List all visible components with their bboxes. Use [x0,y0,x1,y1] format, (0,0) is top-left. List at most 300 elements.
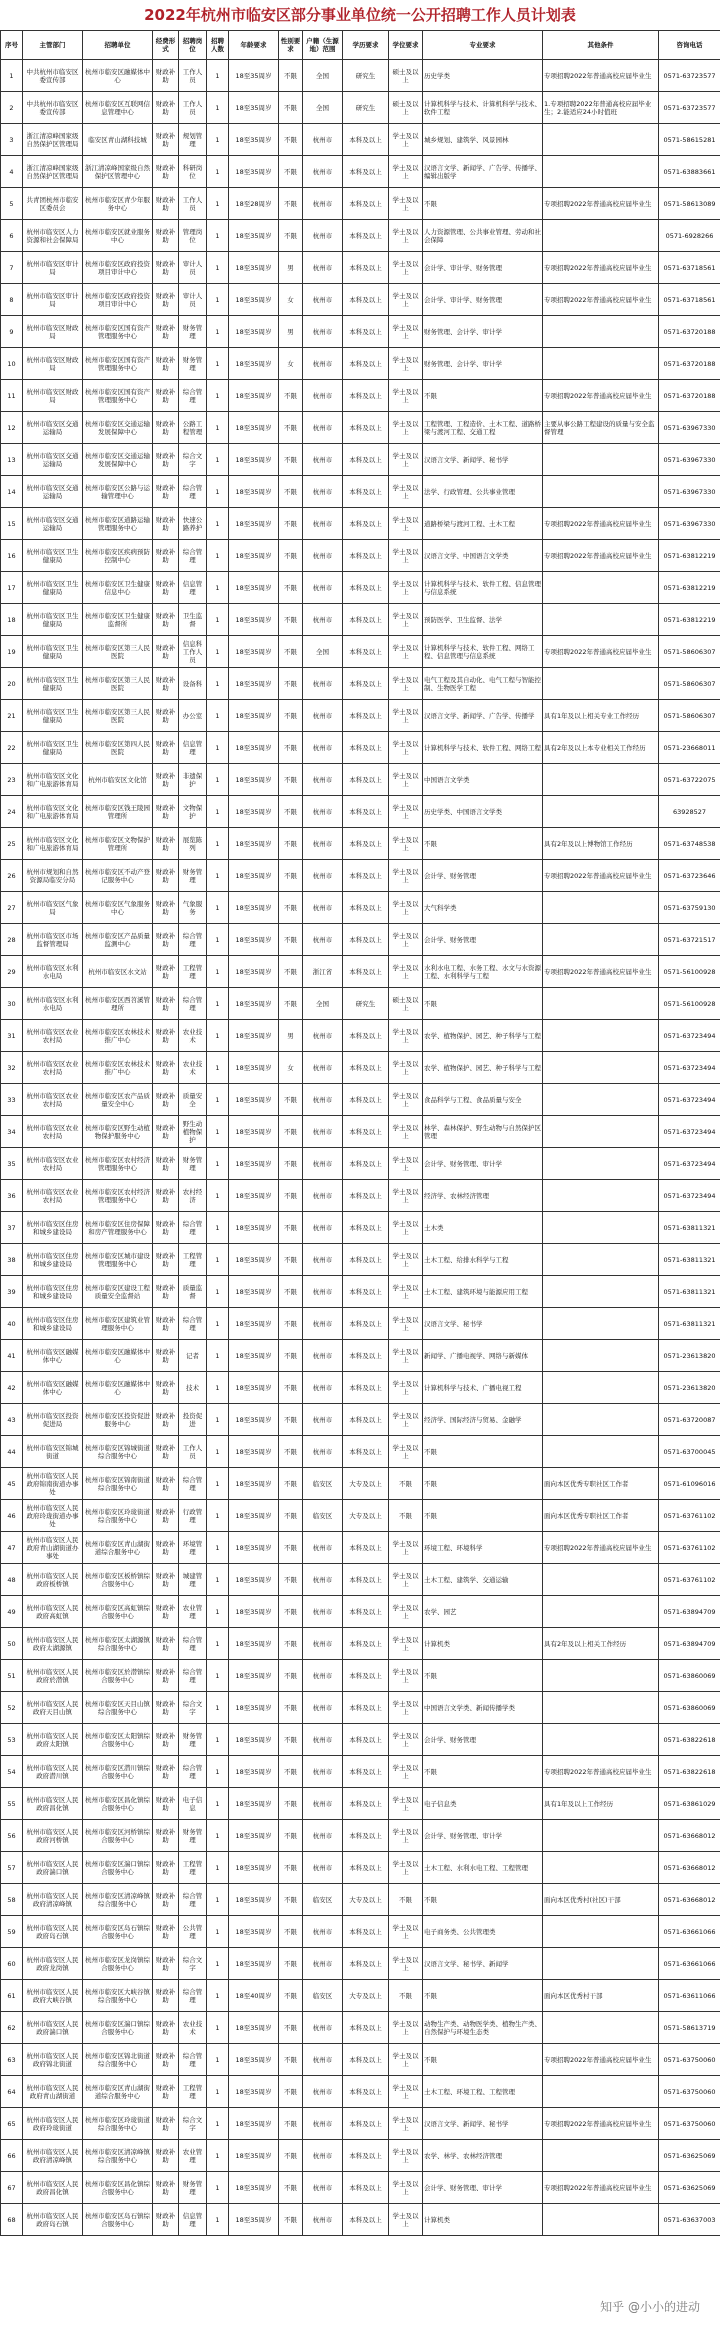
table-cell: 0571-61096016 [659,1468,720,1500]
table-cell: 财务管理 [179,348,207,380]
table-cell: 研究生 [343,988,389,1020]
table-cell: 杭州市临安区人民政府锦北街道 [23,2044,83,2076]
table-cell: 不限 [279,1788,303,1820]
table-cell: 土木工程、建筑环境与能源应用工程 [423,1276,543,1308]
table-cell: 不限 [389,1884,423,1916]
table-cell: 1 [207,2172,229,2204]
table-cell: 杭州市 [303,252,343,284]
table-cell: 浙江清凉峰国家级自然保护区管理中心 [83,156,153,188]
table-cell: 杭州市 [303,796,343,828]
table-cell: 学士及以上 [389,636,423,668]
table-cell: 杭州市临安区玲珑街道综合服务中心 [83,1500,153,1532]
table-cell: 杭州市 [303,1244,343,1276]
table-cell: 财政补助 [153,1436,179,1468]
header-cell: 招聘单位 [83,31,153,60]
table-cell: 综合管理 [179,1980,207,2012]
table-cell: 本科及以上 [343,1276,389,1308]
table-cell: 不限 [279,1692,303,1724]
table-cell: 杭州市 [303,572,343,604]
table-cell: 杭州市临安区政府投资项目审计中心 [83,252,153,284]
table-cell: 不限 [279,1372,303,1404]
table-cell: 1 [207,252,229,284]
table-row [1,1980,720,2012]
table-cell: 18 [1,604,23,636]
table-cell: 本科及以上 [343,476,389,508]
table-cell [543,316,659,348]
table-cell: 综合文字 [179,1948,207,1980]
table-cell: 1 [207,1852,229,1884]
table-cell: 临安区 [303,1980,343,2012]
table-cell: 不限 [279,2076,303,2108]
table-cell: 杭州市临安区互联网信息管理中心 [83,92,153,124]
table-cell: 学士及以上 [389,764,423,796]
header-cell: 主管部门 [23,31,83,60]
table-cell: 浙江省 [303,956,343,988]
table-cell: 1 [207,2204,229,2236]
table-row [1,636,720,668]
table-cell [543,1820,659,1852]
table-cell: 不限 [279,156,303,188]
table-cell: 临安区 [303,1500,343,1532]
table-row [1,1564,720,1596]
table-row [1,1756,720,1788]
table-cell: 0571-63723494 [659,1052,720,1084]
table-cell: 18至35周岁 [229,796,279,828]
table-cell: 浙江清凉峰国家级自然保护区管理局 [23,124,83,156]
table-cell: 土木类 [423,1212,543,1244]
table-cell: 杭州市 [303,1724,343,1756]
table-row [1,156,720,188]
table-cell: 计算机科学与技术、软件工程、信息管理与信息系统 [423,572,543,604]
table-cell: 不限 [279,572,303,604]
table-cell: 不限 [423,1468,543,1500]
table-cell: 学士及以上 [389,828,423,860]
table-cell: 杭州市临安区太阳镇综合服务中心 [83,1724,153,1756]
table-cell [543,1660,659,1692]
table-cell: 54 [1,1756,23,1788]
table-cell: 35 [1,1148,23,1180]
table-cell: 环境工程、环境科学 [423,1532,543,1564]
table-cell: 学士及以上 [389,1948,423,1980]
table-cell: 18至35周岁 [229,1148,279,1180]
table-cell: 杭州市临安区锦北街道综合服务中心 [83,2044,153,2076]
table-cell: 0571-63812219 [659,604,720,636]
table-cell: 杭州市临安区农业农村局 [23,1084,83,1116]
table-row [1,508,720,540]
table-cell: 13 [1,444,23,476]
table-cell: 不限 [279,988,303,1020]
table-cell: 会计学、财务管理、审计学 [423,1148,543,1180]
table-cell: 学士及以上 [389,540,423,572]
table-cell: 综合管理 [179,380,207,412]
table-cell: 杭州市临安区人民政府青山湖街道 [23,2076,83,2108]
table-cell: 工程管理 [179,1244,207,1276]
table-cell: 1 [207,1788,229,1820]
table-cell: 0571-6928266 [659,220,720,252]
table-row [1,1884,720,1916]
table-cell: 汉语言文学、中国语言文学类 [423,540,543,572]
table-cell: 1 [207,604,229,636]
table-cell: 36 [1,1180,23,1212]
table-row [1,316,720,348]
table-cell: 杭州市临安区道路运输管理服务中心 [83,508,153,540]
table-cell: 33 [1,1084,23,1116]
table-cell: 财政补助 [153,2108,179,2140]
table-cell: 杭州市 [303,1052,343,1084]
table-cell: 学士及以上 [389,1564,423,1596]
table-cell: 计算机科学与技术、软件工程、网络工程、信息管理与信息系统 [423,636,543,668]
table-cell: 财政补助 [153,2140,179,2172]
table-cell: 不限 [279,540,303,572]
table-cell: 学士及以上 [389,220,423,252]
table-cell: 本科及以上 [343,892,389,924]
table-cell: 专项招聘2022年普通高校应届毕业生 [543,2172,659,2204]
table-cell: 65 [1,2108,23,2140]
table-cell: 大专及以上 [343,1500,389,1532]
table-cell: 0571-63668012 [659,1852,720,1884]
table-cell: 公路工程管理 [179,412,207,444]
table-cell: 不限 [423,828,543,860]
table-cell: 杭州市 [303,2172,343,2204]
table-cell: 杭州市临安区板桥镇综合服务中心 [83,1564,153,1596]
table-cell: 财政补助 [153,796,179,828]
table-cell: 杭州市 [303,924,343,956]
table-cell [543,1276,659,1308]
table-cell: 7 [1,252,23,284]
table-cell [543,1948,659,1980]
table-cell: 1.专项招聘2022年普通高校应届毕业生；2.能适应24小时值班 [543,92,659,124]
table-cell: 学士及以上 [389,444,423,476]
table-cell: 60 [1,1948,23,1980]
table-cell: 工程管理 [179,956,207,988]
table-cell: 2 [1,92,23,124]
table-cell: 杭州市临安区投资促进服务中心 [83,1404,153,1436]
table-cell: 不限 [423,1980,543,2012]
table-cell: 1 [207,1564,229,1596]
table-cell: 科研岗位 [179,156,207,188]
table-cell: 研究生 [343,60,389,92]
table-cell: 不限 [279,2140,303,2172]
table-cell: 18至35周岁 [229,508,279,540]
table-cell: 财政补助 [153,732,179,764]
table-cell: 非遗保护 [179,764,207,796]
table-cell: 财务管理、会计学、审计学 [423,348,543,380]
table-cell: 杭州市 [303,1148,343,1180]
table-cell: 财政补助 [153,956,179,988]
table-cell: 1 [207,988,229,1020]
table-cell: 0571-56100928 [659,956,720,988]
table-cell: 0571-63723494 [659,1148,720,1180]
table-cell: 综合管理 [179,1212,207,1244]
table-cell: 财务管理 [179,2172,207,2204]
table-cell: 杭州市临安区野生动植物保护服务中心 [83,1116,153,1148]
table-cell [543,1180,659,1212]
table-cell: 不限 [279,892,303,924]
table-cell: 18至35周岁 [229,1820,279,1852]
table-cell: 24 [1,796,23,828]
table-cell: 电气工程及其自动化、电气工程与智能控制、生物医学工程 [423,668,543,700]
table-cell: 18至35周岁 [229,1372,279,1404]
table-cell: 财政补助 [153,1148,179,1180]
table-cell: 不限 [389,1500,423,1532]
table-cell: 不限 [279,1468,303,1500]
table-cell: 18至35周岁 [229,892,279,924]
table-cell: 0571-63668012 [659,1820,720,1852]
table-cell: 学士及以上 [389,252,423,284]
table-cell: 工程管理、工程造价、土木工程、道路桥梁与渡河工程、交通工程 [423,412,543,444]
table-cell: 汉语言文学、秘书学 [423,1308,543,1340]
table-row [1,380,720,412]
table-cell: 学士及以上 [389,572,423,604]
table-cell: 财政补助 [153,188,179,220]
table-cell [543,1020,659,1052]
table-cell: 18至35周岁 [229,1276,279,1308]
table-cell [543,2140,659,2172]
table-cell: 本科及以上 [343,188,389,220]
table-cell: 杭州市临安区水利水电局 [23,988,83,1020]
table-cell: 临安区 [303,1468,343,1500]
table-cell: 不限 [389,1980,423,2012]
table-cell: 杭州市 [303,668,343,700]
table-cell: 土木工程、水利水电工程、工程管理 [423,1852,543,1884]
table-cell: 财务管理 [179,1724,207,1756]
table-cell: 财务管理 [179,316,207,348]
table-cell: 0571-63721517 [659,924,720,956]
table-cell: 杭州市 [303,1308,343,1340]
table-cell: 杭州市 [303,284,343,316]
table-cell: 15 [1,508,23,540]
table-cell: 1 [207,668,229,700]
table-cell: 杭州市临安区清凉峰镇综合服务中心 [83,2140,153,2172]
table-cell: 0571-63967330 [659,476,720,508]
table-row [1,2172,720,2204]
header-cell: 招聘岗位 [179,31,207,60]
table-cell: 18至35周岁 [229,2012,279,2044]
table-cell: 投资促进 [179,1404,207,1436]
table-cell: 杭州市临安区农业农村局 [23,1020,83,1052]
table-cell: 不限 [279,1404,303,1436]
table-row [1,732,720,764]
table-cell: 杭州市临安区疾病预防控制中心 [83,540,153,572]
table-cell: 32 [1,1052,23,1084]
table-cell: 1 [207,476,229,508]
table-cell: 女 [279,348,303,380]
table-cell: 杭州市临安区西苕溪管理所 [83,988,153,1020]
table-cell: 杭州市临安区青山湖街道综合服务中心 [83,2076,153,2108]
table-cell: 28 [1,924,23,956]
table-cell [543,1372,659,1404]
table-cell: 8 [1,284,23,316]
table-cell: 杭州市 [303,1020,343,1052]
table-cell: 67 [1,2172,23,2204]
table-cell: 财政补助 [153,1980,179,2012]
table-cell: 面向本区优秀村干部 [543,1980,659,2012]
table-cell: 0571-63720087 [659,1404,720,1436]
table-cell [543,220,659,252]
table-cell: 杭州市临安区昌化镇综合服务中心 [83,1788,153,1820]
table-row [1,252,720,284]
table-cell: 硕士及以上 [389,60,423,92]
table-cell: 1 [207,1020,229,1052]
table-cell: 环境管理 [179,1532,207,1564]
table-cell: 杭州市临安区钱王陵园管理所 [83,796,153,828]
table-cell: 杭州市 [303,220,343,252]
table-cell: 学士及以上 [389,700,423,732]
table-cell [543,444,659,476]
table-cell: 杭州市临安区人民政府玲珑街道办事处 [23,1500,83,1532]
table-cell: 1 [207,380,229,412]
table-cell: 杭州市临安区投资促进局 [23,1404,83,1436]
table-cell: 不限 [279,1756,303,1788]
header-cell: 户籍（生源地）范围 [303,31,343,60]
table-cell: 野生动植物保护 [179,1116,207,1148]
table-cell: 杭州市临安区住房和城乡建设局 [23,1276,83,1308]
table-cell: 杭州市临安区财政局 [23,316,83,348]
table-cell: 不限 [423,1500,543,1532]
table-cell: 51 [1,1660,23,1692]
table-cell: 杭州市临安区卫生健康局 [23,604,83,636]
table-cell: 0571-63811321 [659,1308,720,1340]
table-row [1,1244,720,1276]
table-cell: 道路桥梁与渡河工程、土木工程 [423,508,543,540]
table-cell: 会计学、财务管理、审计学 [423,1820,543,1852]
table-cell: 财政补助 [153,2172,179,2204]
table-cell: 学士及以上 [389,1116,423,1148]
table-cell: 57 [1,1852,23,1884]
table-cell: 学士及以上 [389,124,423,156]
table-cell: 农学、林学、农林经济管理 [423,2140,543,2172]
table-cell: 大气科学类 [423,892,543,924]
table-cell: 61 [1,1980,23,2012]
table-cell: 1 [207,828,229,860]
table-cell: 具有1年及以上相关专业工作经历 [543,700,659,732]
table-cell: 18至35周岁 [229,2172,279,2204]
table-cell: 杭州市 [303,1276,343,1308]
table-cell: 财政补助 [153,1116,179,1148]
table-cell: 中国语言文学类、新闻传播学类 [423,1692,543,1724]
table-cell: 0571-63661066 [659,1948,720,1980]
table-cell: 0571-63894709 [659,1628,720,1660]
table-cell: 财政补助 [153,1692,179,1724]
table-cell: 本科及以上 [343,1116,389,1148]
table-cell: 杭州市临安区国有资产管理服务中心 [83,348,153,380]
table-cell: 综合文字 [179,2108,207,2140]
table-cell: 18至35周岁 [229,2204,279,2236]
table-cell [543,1052,659,1084]
table-cell: 工作人员 [179,188,207,220]
table-cell: 本科及以上 [343,1948,389,1980]
table-cell: 专项招聘2022年普通高校应届毕业生 [543,1756,659,1788]
page-title: 2022年杭州市临安区部分事业单位统一公开招聘工作人员计划表 [144,6,576,24]
table-cell: 18至35周岁 [229,284,279,316]
table-cell: 0571-63750060 [659,2108,720,2140]
table-cell: 农学、园艺 [423,1596,543,1628]
table-cell: 专项招聘2022年普通高校应届毕业生 [543,252,659,284]
table-cell: 研究生 [343,92,389,124]
table-cell: 不限 [279,444,303,476]
table-cell: 杭州市 [303,188,343,220]
table-cell: 0571-63761102 [659,1500,720,1532]
table-cell: 本科及以上 [343,316,389,348]
table-cell: 杭州市 [303,732,343,764]
table-cell: 杭州市 [303,2108,343,2140]
table-cell: 大专及以上 [343,1980,389,2012]
table-cell: 1 [207,1724,229,1756]
table-cell: 1 [207,444,229,476]
table-cell: 工作人员 [179,60,207,92]
table-row [1,860,720,892]
table-cell [543,476,659,508]
table-cell: 杭州市 [303,2076,343,2108]
table-row [1,2076,720,2108]
table-cell: 18至35周岁 [229,1884,279,1916]
table-cell: 杭州市临安区建设工程质量安全监督站 [83,1276,153,1308]
table-cell: 0571-58606307 [659,700,720,732]
table-cell: 杭州市临安区潜川镇综合服务中心 [83,1756,153,1788]
table-cell: 本科及以上 [343,380,389,412]
table-cell: 学士及以上 [389,1276,423,1308]
table-cell: 杭州市临安区融媒体中心 [23,1340,83,1372]
table-cell: 学士及以上 [389,1820,423,1852]
table-row [1,1788,720,1820]
table-cell: 杭州市临安区城市建设管理服务中心 [83,1244,153,1276]
table-row [1,412,720,444]
table-cell: 信息管理 [179,572,207,604]
table-cell: 杭州市 [303,1340,343,1372]
table-cell: 杭州市临安区人民政府昌化镇 [23,2172,83,2204]
table-cell: 不限 [279,1084,303,1116]
table-cell: 杭州市临安区农村经济管理服务中心 [83,1180,153,1212]
table-row [1,668,720,700]
table-cell: 杭州市临安区人民政府高虹镇 [23,1596,83,1628]
table-cell: 中共杭州市临安区委宣传部 [23,60,83,92]
table-cell: 18至35周岁 [229,636,279,668]
table-cell: 汉语言文学、新闻学、广告学、传播学、编辑出版学 [423,156,543,188]
table-cell: 信息管理 [179,732,207,764]
table-cell: 杭州市临安区交通运输局 [23,508,83,540]
table-cell: 本科及以上 [343,252,389,284]
table-cell: 本科及以上 [343,1180,389,1212]
table-cell: 杭州市临安区产品质量监测中心 [83,924,153,956]
table-cell: 不限 [279,1500,303,1532]
table-cell: 财政补助 [153,924,179,956]
table-cell: 杭州市临安区农业农村局 [23,1148,83,1180]
table-cell: 40 [1,1308,23,1340]
table-cell: 18至35周岁 [229,1916,279,1948]
table-cell: 学士及以上 [389,156,423,188]
table-cell: 具有2年及以上博物馆工作经历 [543,828,659,860]
table-cell: 不限 [279,1340,303,1372]
table-cell: 学士及以上 [389,2044,423,2076]
table-cell: 1 [207,508,229,540]
table-cell: 杭州市临安区文化和广电旅游体育局 [23,796,83,828]
table-cell: 杭州市 [303,1916,343,1948]
table-cell: 18至35周岁 [229,2108,279,2140]
table-cell: 18至35周岁 [229,732,279,764]
table-cell: 本科及以上 [343,668,389,700]
table-cell: 杭州市 [303,2140,343,2172]
table-cell: 50 [1,1628,23,1660]
table-cell: 设备科 [179,668,207,700]
table-cell [543,1212,659,1244]
table-cell: 杭州市临安区住房和城乡建设局 [23,1244,83,1276]
table-cell: 杭州市临安区锦南街道综合服务中心 [83,1468,153,1500]
table-cell: 土木工程、给排水科学与工程 [423,1244,543,1276]
table-cell: 0571-63761102 [659,1532,720,1564]
table-row [1,1404,720,1436]
table-cell: 不限 [423,988,543,1020]
table-cell: 0571-63967330 [659,444,720,476]
